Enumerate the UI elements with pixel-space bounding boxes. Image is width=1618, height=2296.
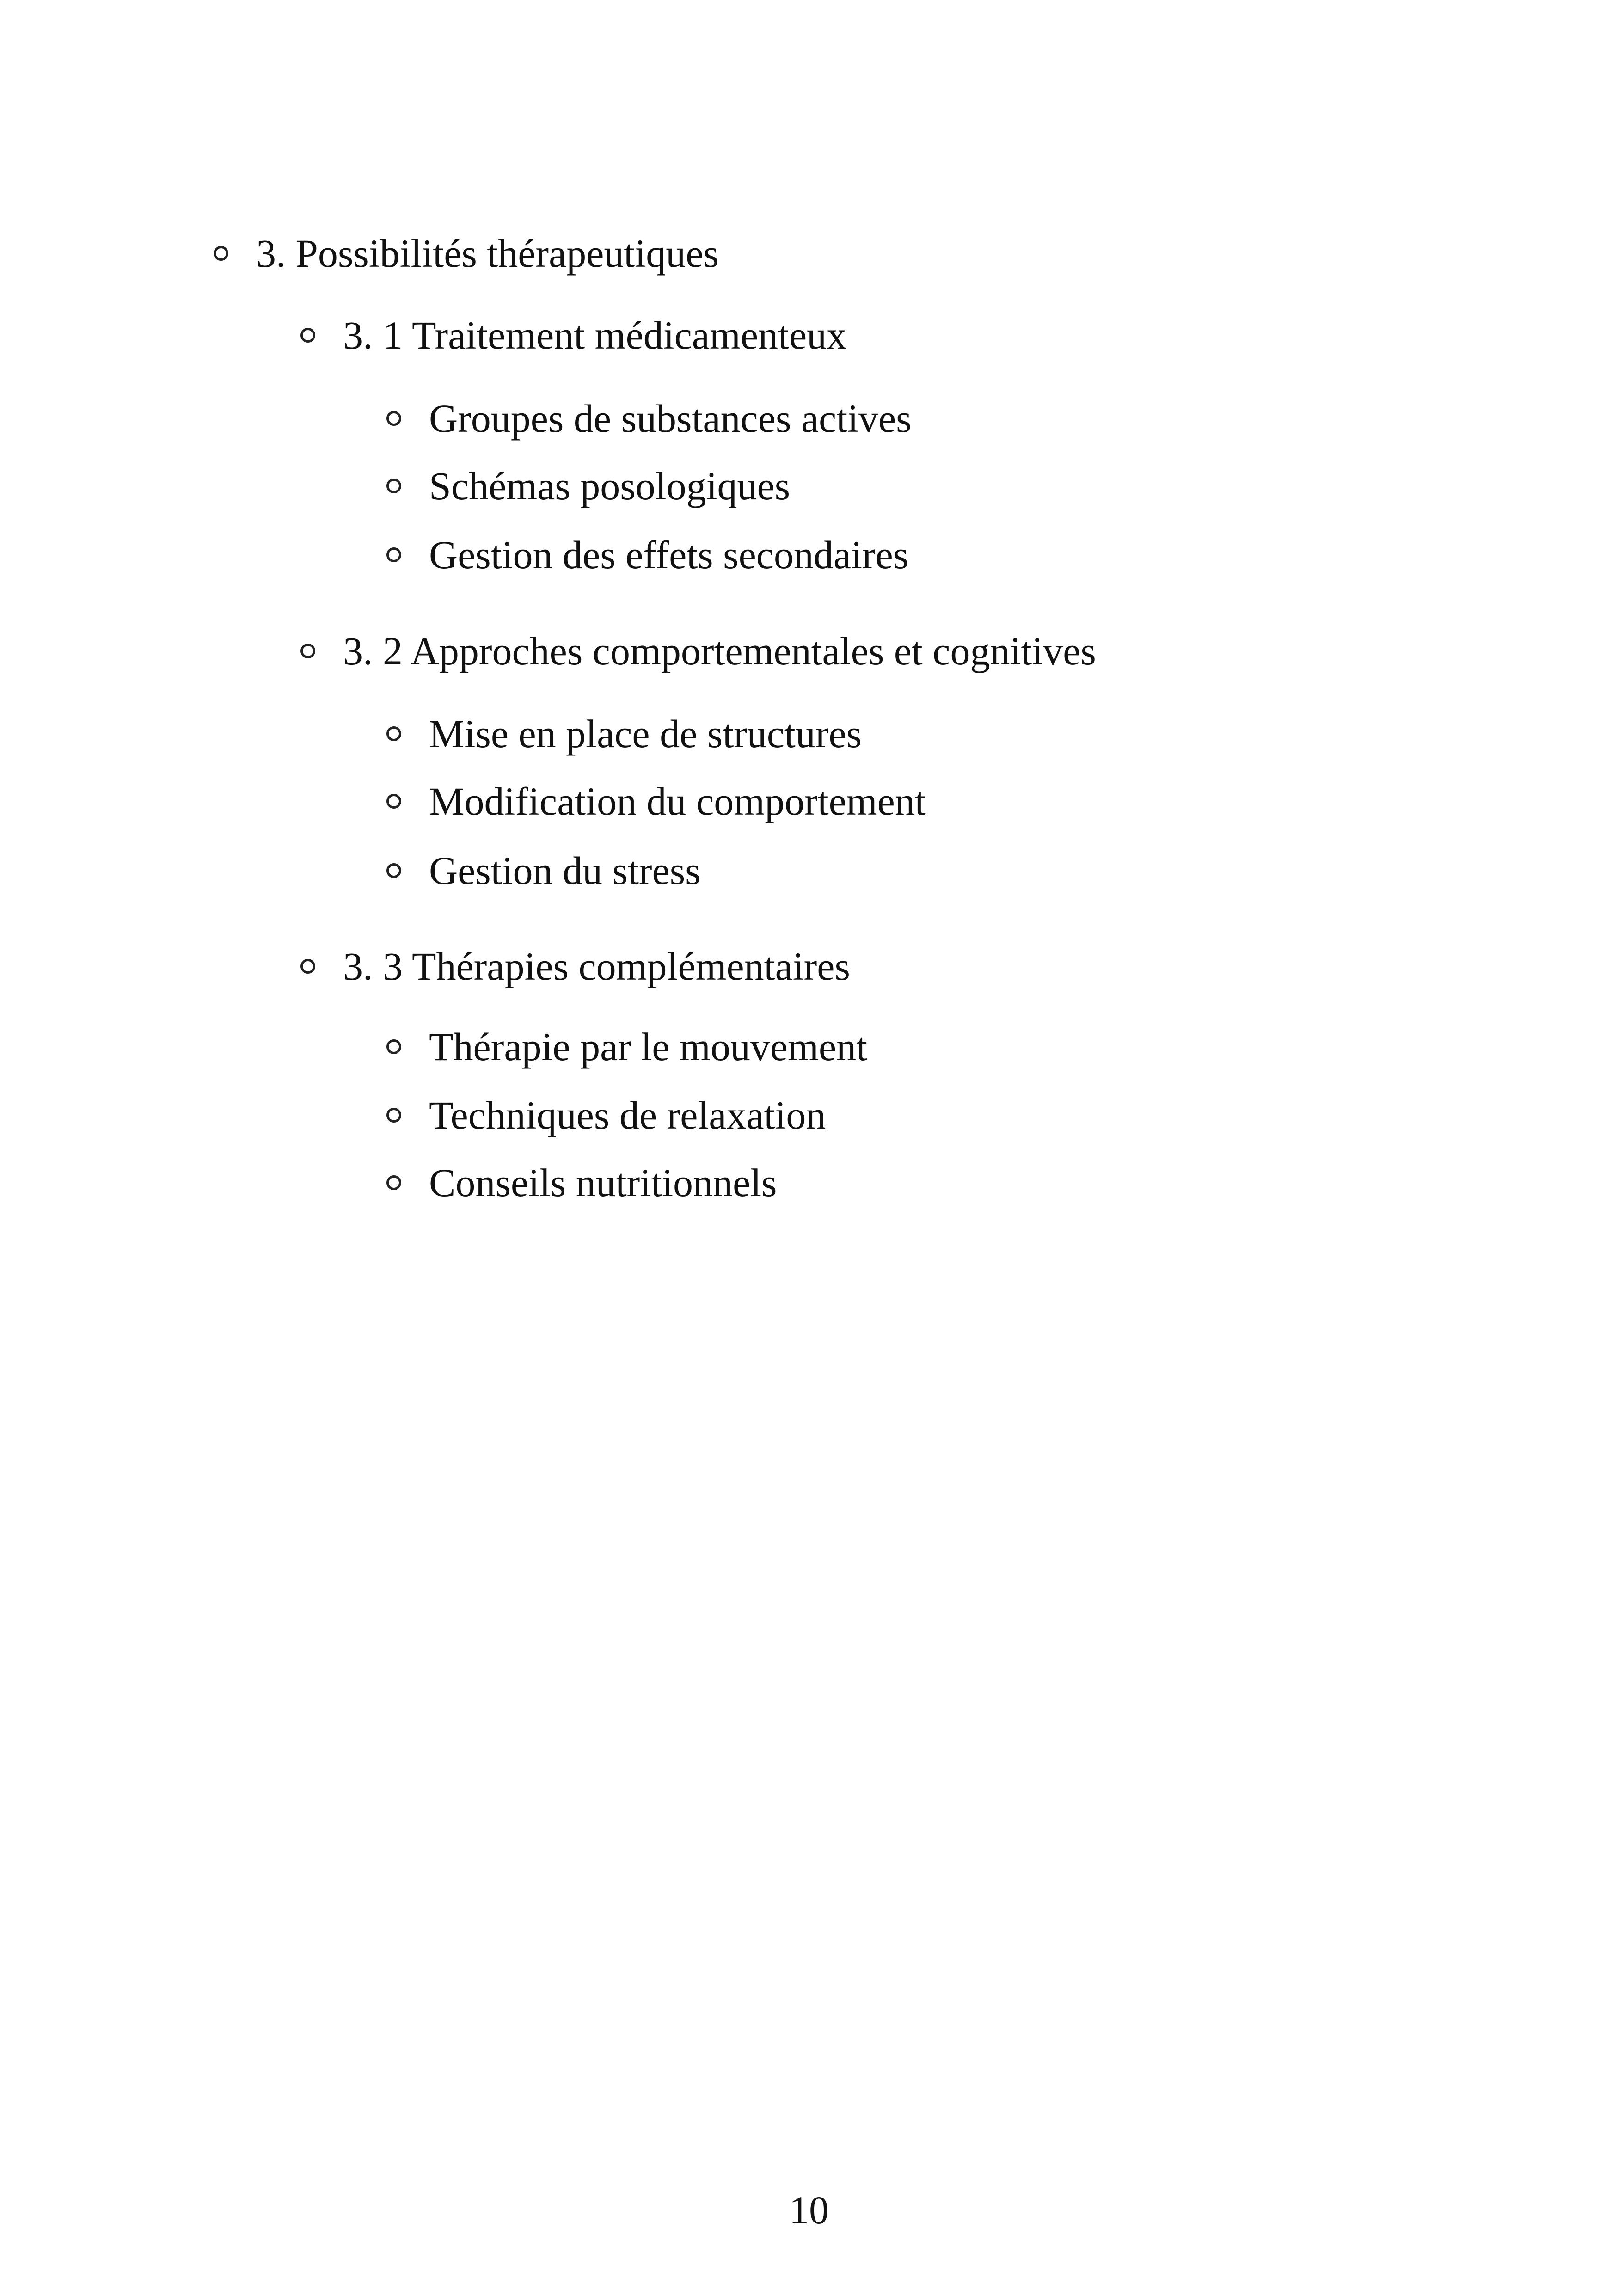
outline-subsection-heading xyxy=(300,310,846,361)
hollow-circle-bullet-icon xyxy=(300,959,315,974)
subsection-title: 3. 3 Thérapies complémentaires xyxy=(343,944,850,988)
section-title: 3. Possibilités thérapeutiques xyxy=(256,231,719,276)
outline-item-label: Techniques de relaxation xyxy=(429,1093,826,1137)
hollow-circle-bullet-icon xyxy=(386,547,401,562)
hollow-circle-bullet-icon xyxy=(386,726,401,741)
hollow-circle-bullet-icon xyxy=(386,411,401,426)
hollow-circle-bullet-icon xyxy=(300,644,315,658)
hollow-circle-bullet-icon xyxy=(300,328,315,343)
outline-item xyxy=(386,529,908,580)
outline-item xyxy=(386,776,926,827)
page-number: 10 xyxy=(789,2188,829,2232)
outline-section-heading xyxy=(214,228,719,279)
outline-item-label: Mise en place de structures xyxy=(429,712,862,756)
subsection-title: 3. 2 Approches comportementales et cognitives xyxy=(343,629,1096,673)
outline-item xyxy=(386,1157,777,1208)
hollow-circle-bullet-icon xyxy=(214,246,228,261)
outline-item-label: Groupes de substances actives xyxy=(429,396,912,441)
hollow-circle-bullet-icon xyxy=(386,794,401,809)
outline-item-label: Modification du comportement xyxy=(429,779,926,823)
hollow-circle-bullet-icon xyxy=(386,479,401,493)
outline-item xyxy=(386,1090,826,1141)
hollow-circle-bullet-icon xyxy=(386,1175,401,1190)
hollow-circle-bullet-icon xyxy=(386,1108,401,1123)
outline-item-label: Gestion du stress xyxy=(429,848,701,893)
outline-item xyxy=(386,460,790,511)
outline-subsection-heading xyxy=(300,626,1096,676)
outline-item xyxy=(386,708,862,759)
hollow-circle-bullet-icon xyxy=(386,1039,401,1054)
outline-item xyxy=(386,845,701,896)
outline-item xyxy=(386,1021,867,1072)
outline-subsection-heading xyxy=(300,941,850,992)
outline-item xyxy=(386,393,912,444)
outline-item-label: Conseils nutritionnels xyxy=(429,1160,777,1205)
outline-item-label: Thérapie par le mouvement xyxy=(429,1025,867,1069)
subsection-title: 3. 1 Traitement médicamenteux xyxy=(343,313,847,357)
hollow-circle-bullet-icon xyxy=(386,863,401,878)
outline-item-label: Schémas posologiques xyxy=(429,464,791,508)
outline-item-label: Gestion des effets secondaires xyxy=(429,533,909,577)
